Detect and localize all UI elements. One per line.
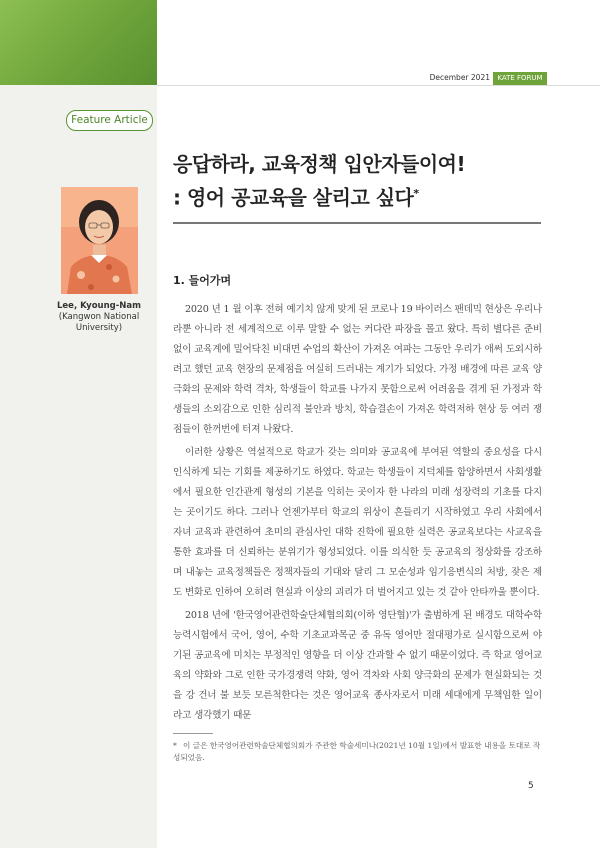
- title-footnote-mark: *: [413, 187, 419, 200]
- feature-article-tag: Feature Article: [66, 110, 153, 131]
- section-heading: 1. 들어가며: [173, 274, 232, 287]
- title-line-1: 응답하라, 교육정책 입안자들이여!: [173, 152, 466, 176]
- author-name: Lee, Kyoung-Nam: [57, 301, 141, 311]
- portrait-image: [61, 187, 138, 294]
- footnote-divider: [173, 733, 213, 734]
- author-photo: [61, 187, 138, 294]
- header-rule: [157, 85, 600, 86]
- footnote-text: 이 글은 한국영어관련학술단체협의회가 주관한 학술세미나(2021년 10월 1일)에서 발표한 내용을 토대로 작성되었음.: [173, 741, 541, 762]
- header-green-block: [0, 0, 157, 85]
- author-info: [45, 301, 153, 334]
- article-body: [173, 300, 542, 729]
- author-affiliation: (Kangwon National University): [58, 312, 140, 333]
- title-divider: [173, 222, 541, 224]
- title-line-2: [173, 179, 573, 213]
- article-title: [173, 150, 573, 213]
- body-paragraph-2: 이러한 상황은 역설적으로 학교가 갖는 의미와 공교육에 부여된 역할의 중요성을 다시 인식하게 되는 기회를 제공하기도 하였다. 학교는 학생들이 지덕체를 함양하면서 사회생활에서 필요한 인간관계 형성의 기본을 익히는 곳이자 한 나라의 미래 성장력의 기초를 다지는 곳이기도 하다. 그러나 언젠가부터 학교의 위상이 흔들리기 시작하였고 우리 사회에서 자녀 교육과 관련하여 초미의 관심사인 대학 진학에 필요한 실력은 공교육보다는 사교육을 통한 효과를 더 신뢰하는 분위기가 형성되었다. 이를 의식한 듯 공교육의 정상화를 강조하며 내놓는 교육정책들은 정책자들의 기대와 달리 그 모순성과 임기응변식의 처방, 잦은 제도 변화로 인하여 오히려 현실과 이상의 괴리가 더 벌어지고 있는 것 같아 안타까울 뿐이다.: [173, 447, 542, 598]
- issue-date: December 2021: [429, 73, 490, 82]
- footnote-mark: *: [173, 741, 177, 750]
- body-paragraph-1: 2020 년 1 월 이후 전혀 예기치 않게 맞게 된 코로나 19 바이러스 팬데믹 현상은 우리나라뿐 아니라 전 세계적으로 이루 말할 수 없는 커다란 파장을 몰고 왔다. 특히 별다른 준비 없이 교육계에 밀어닥친 비대면 수업의 확산이 가져온 여파는 그동안 우리가 애써 도외시하려고 했던 교육 현장의 문제점을 여실히 드러내는 계기가 되었다. 가정 배경에 따른 교육 양극화의 문제와 학력 격차, 학생들이 학교를 나가지 못함으로써 어려움을 겪게 된 가정과 학생들의 소외감으로 인한 심리적 불안과 방치, 학습결손이 가져온 학력저하 현상 등 여러 쟁점들이 한꺼번에 터져 나왔다.: [173, 304, 542, 435]
- journal-badge: KATE FORUM: [493, 72, 547, 85]
- footnote: [173, 740, 541, 764]
- title-line-2-text: : 영어 공교육을 살리고 싶다: [173, 185, 414, 210]
- body-paragraph-3: 2018 년에 '한국영어관련학술단체협의회(이하 영단협)'가 출범하게 된 배경도 대학수학능력시험에서 국어, 영어, 수학 기초교과목군 중 유독 영어만 절대평가로 실시함으로써 야기된 공교육에 미치는 부정적인 영향을 더 이상 간과할 수 없기 때문이었다. 즉 학교 영어교육의 약화와 그로 인한 국가경쟁력 약화, 영어 격차와 사회 양극화의 문제가 현실화되는 것을 강 건너 불 보듯 모른척한다는 것은 영어교육 종사자로서 미래 세대에게 무책임한 일이라고 생각했기 때문: [173, 610, 542, 721]
- page-number: 5: [528, 781, 534, 791]
